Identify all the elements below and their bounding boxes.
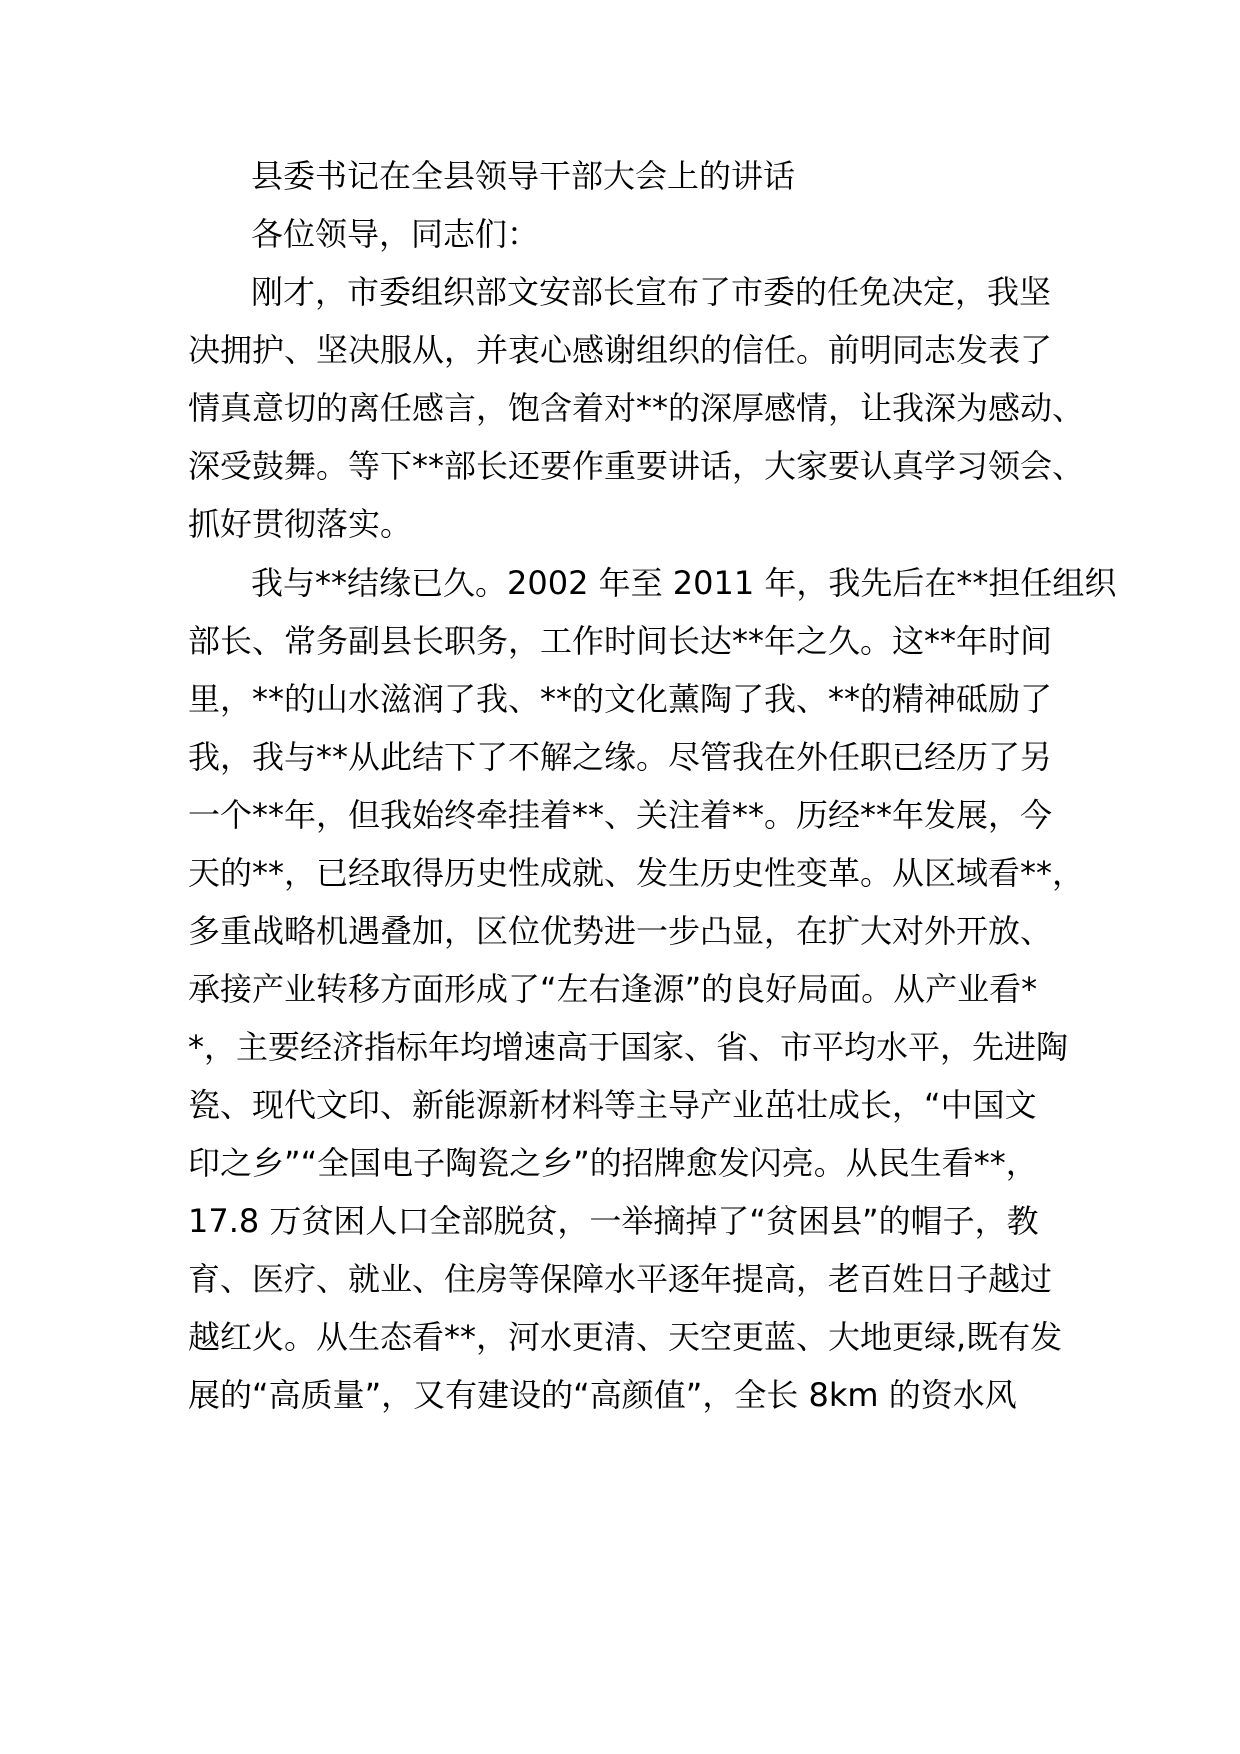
paragraph-1-line-2: 决拥护、坚决服从，并衷心感谢组织的信任。前明同志发表了 bbox=[188, 331, 1053, 369]
paragraph-2-line-6: 天的**，已经取得历史性成就、发生历史性变革。从区域看**， bbox=[188, 854, 1085, 892]
paragraph-2-line-12: 17.8 万贫困人口全部脱贫，一举摘掉了“贫困县”的帽子，教 bbox=[188, 1202, 1039, 1240]
paragraph-2-line-13: 育、医疗、就业、住房等保障水平逐年提高，老百姓日子越过 bbox=[188, 1260, 1053, 1298]
document-title: 县委书记在全县领导干部大会上的讲话 bbox=[251, 157, 796, 195]
paragraph-2-line-11: 印之乡”“全国电子陶瓷之乡”的招牌愈发闪亮。从民生看**， bbox=[188, 1144, 1038, 1182]
salutation: 各位领导，同志们： bbox=[251, 215, 540, 253]
paragraph-2-line-5: 一个**年，但我始终牵挂着**、关注着**。历经**年发展，今 bbox=[188, 796, 1053, 834]
paragraph-2-line-7: 多重战略机遇叠加，区位优势进一步凸显，在扩大对外开放、 bbox=[188, 912, 1053, 950]
paragraph-1-line-3: 情真意切的离任感言，饱含着对**的深厚感情，让我深为感动、 bbox=[188, 389, 1085, 427]
paragraph-2-line-8: 承接产业转移方面形成了“左右逢源”的良好局面。从产业看* bbox=[188, 970, 1038, 1008]
paragraph-1-line-4: 深受鼓舞。等下**部长还要作重要讲话，大家要认真学习领会、 bbox=[188, 447, 1085, 485]
paragraph-2-line-4: 我，我与**从此结下了不解之缘。尽管我在外任职已经历了另 bbox=[188, 738, 1053, 776]
paragraph-2-line-2: 部长、常务副县长职务，工作时间长达**年之久。这**年时间 bbox=[188, 622, 1053, 660]
paragraph-2-line-9: *，主要经济指标年均增速高于国家、省、市平均水平，先进陶 bbox=[188, 1028, 1069, 1066]
paragraph-1-line-5: 抓好贯彻落实。 bbox=[188, 505, 413, 543]
paragraph-2-line-15: 展的“高质量”，又有建设的“高颜值”，全长 8km 的资水风 bbox=[188, 1376, 1017, 1414]
paragraph-2-line-1: 我与**结缘已久。2002 年至 2011 年，我先后在**担任组织 bbox=[251, 564, 1117, 602]
paragraph-2-line-14: 越红火。从生态看**，河水更清、天空更蓝、大地更绿,既有发 bbox=[188, 1318, 1063, 1356]
paragraph-2-line-10: 瓷、现代文印、新能源新材料等主导产业茁壮成长，“中国文 bbox=[188, 1086, 1037, 1124]
paragraph-2-line-3: 里，**的山水滋润了我、**的文化薰陶了我、**的精神砥励了 bbox=[188, 680, 1053, 718]
paragraph-1-line-1: 刚才，市委组织部文安部长宣布了市委的任免决定，我坚 bbox=[251, 273, 1052, 311]
